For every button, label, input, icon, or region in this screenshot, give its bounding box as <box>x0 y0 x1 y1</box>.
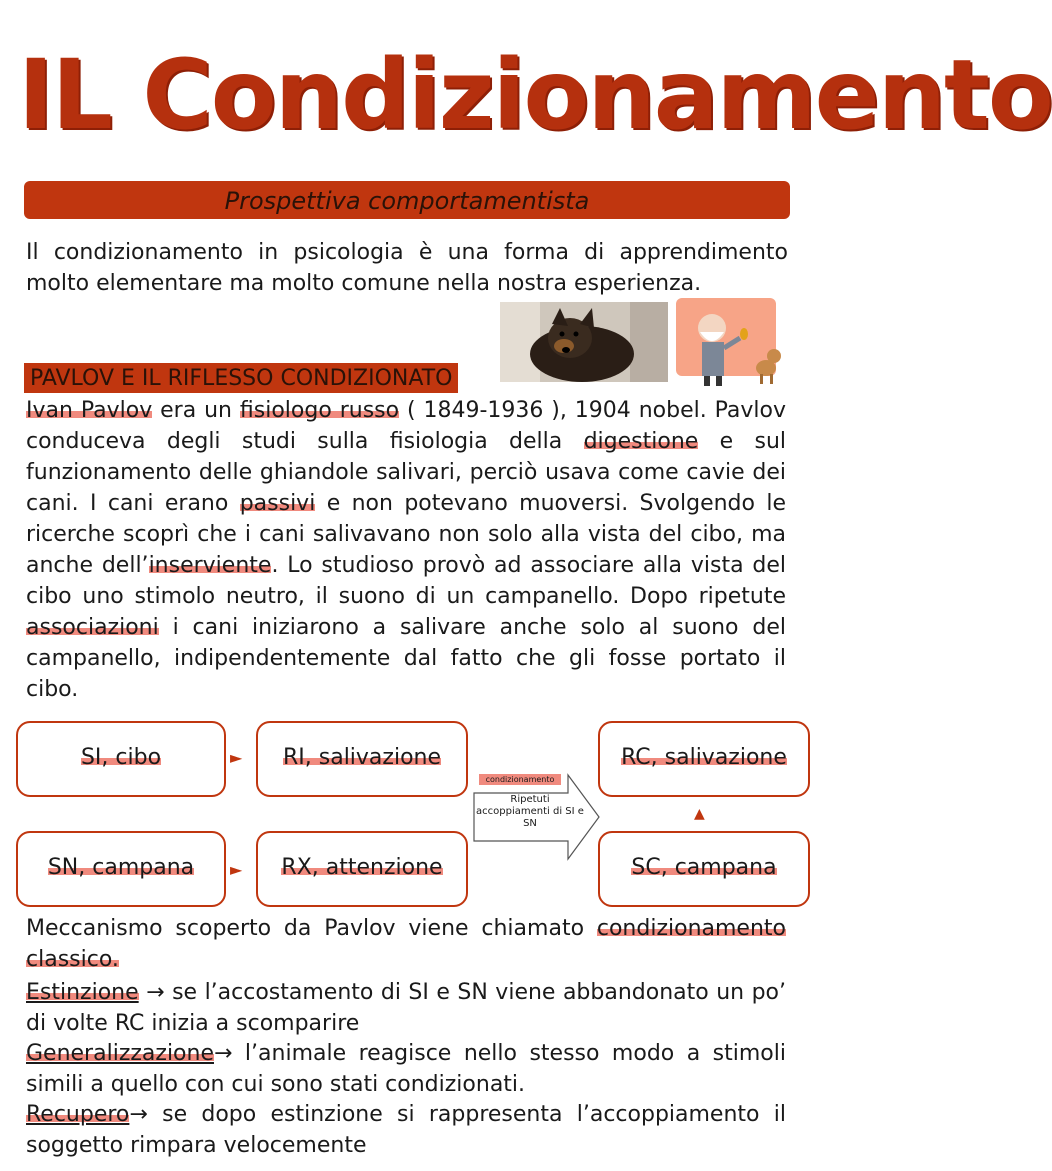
pavlov-text-4: e non potevano muoversi. Svolgendo le ricerche scoprì che i cani salivavano non solo alla vista del cibo, ma anche dell’ <box>26 491 787 578</box>
box-rc <box>598 721 810 797</box>
definition-arrow: → <box>129 1102 163 1127</box>
definition-term: Estinzione <box>26 980 139 1005</box>
pavlov-text-5: . Lo studioso provò ad associare alla vista del cibo uno stimolo neutro, il suono di un campanello. Dopo ripetute <box>26 553 786 609</box>
page-title: IL Condizionamento <box>18 39 1052 151</box>
associations-highlight: associazioni <box>26 615 159 640</box>
mechanism-paragraph <box>26 913 786 975</box>
intro-paragraph: Il condizionamento in psicologia è una forma di apprendimento molto elementare ma molto comune nella nostra esperienza. <box>26 240 788 296</box>
definition-arrow: → <box>214 1041 245 1066</box>
arrow-sc-rc-icon: ▲ <box>694 806 705 822</box>
arrow-sn-rx-icon: ► <box>230 860 243 879</box>
conditioning-text: Ripetuti accoppiamenti di SI e SN <box>476 794 584 829</box>
definition-term: Recupero <box>26 1102 130 1127</box>
section-heading: PAVLOV E IL RIFLESSO CONDIZIONATO <box>24 363 458 393</box>
pavlov-name: Ivan Pavlov <box>26 398 153 423</box>
pavlov-text-3: e sul funzionamento delle ghiandole salivari, perciò usava come cavie dei cani. I cani erano <box>26 429 786 516</box>
definition-text: se l’accostamento di SI e SN viene abbandonato un po’ di volte RC inizia a scomparire <box>26 980 786 1036</box>
box-si <box>16 721 226 797</box>
pavlov-text-1: era un <box>152 398 240 423</box>
role-highlight: fisiologo russo <box>239 398 400 423</box>
pavlov-text-2: ( 1849-1936 ), 1904 nobel. Pavlov conduceva degli studi sulla fisiologia della <box>26 398 786 454</box>
digestion-highlight: digestione <box>583 429 699 454</box>
definition-arrow: → <box>138 980 173 1005</box>
definition-term: Generalizzazione <box>26 1041 214 1066</box>
definition-text: l’animale reagisce nello stesso modo a stimoli simili a quello con cui sono stati condizionati. <box>26 1041 786 1097</box>
conditioning-label: condizionamento <box>479 774 561 785</box>
box-sc-label: SC, campana <box>631 855 777 880</box>
box-rx <box>256 831 468 907</box>
classical-conditioning-term: condizionamento classico. <box>26 916 786 972</box>
mechanism-text: Meccanismo scoperto da Pavlov viene chiamato <box>26 916 597 941</box>
box-sn <box>16 831 226 907</box>
definition-generalization <box>26 1038 786 1100</box>
definition-recovery <box>26 1099 786 1161</box>
pavlov-cartoon <box>676 298 790 388</box>
box-sc <box>598 831 810 907</box>
subtitle-banner: Prospettiva comportamentista <box>24 181 790 219</box>
box-rc-label: RC, salivazione <box>621 745 787 770</box>
pavlov-paragraph <box>26 395 786 705</box>
definition-extinction <box>26 977 786 1039</box>
box-si-label: SI, cibo <box>80 745 162 770</box>
definition-text: se dopo estinzione si rappresenta l’accoppiamento il soggetto rimpara velocemente <box>26 1102 786 1158</box>
passive-highlight: passivi <box>239 491 316 516</box>
box-ri-label: RI, salivazione <box>282 745 442 770</box>
attendant-highlight: inserviente <box>148 553 272 578</box>
pavlov-text-6: i cani iniziarono a salivare anche solo al suono del campanello, indipendentemente dal fatto che gli fosse portato il cibo. <box>26 615 786 702</box>
arrow-si-ri-icon: ► <box>230 748 243 767</box>
box-ri <box>256 721 468 797</box>
box-sn-label: SN, campana <box>47 855 195 880</box>
dog-photo <box>500 302 668 382</box>
box-rx-label: RX, attenzione <box>281 855 443 880</box>
